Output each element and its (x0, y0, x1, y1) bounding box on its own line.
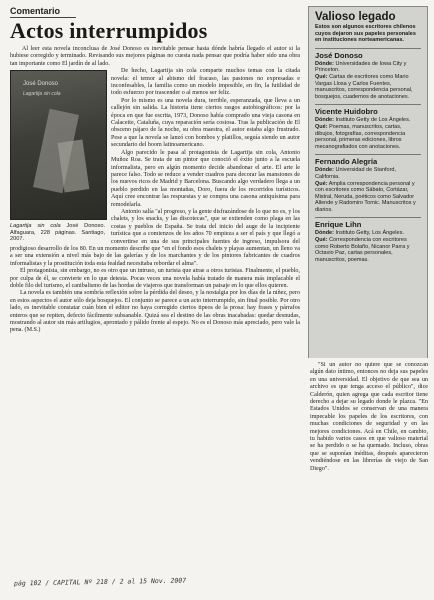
entry-what-value: Cartas de escritores como Mario Vargas Llosa y Carlos Fuentes, manuscritos, correspondencia personal, bosquejos, cuadernos de anotaciones. (315, 73, 413, 100)
entry-what (315, 237, 421, 263)
entry-where-value: Instituto Getty de Los Ángeles. (335, 117, 411, 124)
label-what: Qué: (315, 180, 328, 187)
entry-name: Enrique Lihn (315, 217, 421, 229)
entry-what (315, 74, 421, 100)
article (10, 6, 300, 335)
newspaper-page (10, 6, 426, 596)
entry-where-value: Instituto Getty, Los Ángeles. (335, 230, 404, 237)
sidebar-entry (309, 48, 427, 105)
label-where: Dónde: (315, 60, 334, 67)
caption-title: Lagartija sin cola (10, 223, 61, 230)
figure-caption (10, 223, 105, 242)
entry-where (315, 61, 421, 74)
label-where: Dónde: (315, 117, 334, 124)
quote-column (308, 358, 428, 473)
sidebar-intro: Estos son algunos escritores chilenos cuyos dejaron sus papeles personales en instituciones norteamericanas. (315, 24, 416, 44)
entry-what (315, 181, 421, 214)
sidebar-title: Valioso legado (315, 11, 396, 23)
entry-what-value: Correspondencia con escritores como Roberto Bolaño, Nicanor Parra y Octavio Paz, cartas personales, manuscritos, poemas. (315, 237, 410, 263)
entry-name: Vicente Huidobro (315, 104, 421, 116)
label-what: Qué: (315, 123, 328, 130)
sidebar-entry (309, 217, 427, 267)
sidebar-entry (309, 154, 427, 217)
article-paragraph: De hecho, Lagartija sin cola comparte muchos temas con la citada novela: el temor al abismo del fracaso, las pasiones no expresadas e inconfesables, la familia como un modelo imposible, en fin, la futilidad de todo esfuerzo por trascender o al menos ser feliz. (111, 68, 300, 97)
section-label: Comentario (10, 6, 76, 18)
sidebar-entry (309, 104, 427, 154)
entry-what-value: Amplia correspondencia personal y con escritores como Sábato, Cortázar, Mistral, Neruda, poéticos como Salvador Allende y Radomiro Tomic. Manuscritos y diarios. (315, 180, 416, 213)
entry-what (315, 124, 421, 150)
article-paragraph: Algo parecido le pasa al protagonista de Lagartija sin cola, Antonio Muñoz Roa. Se trata de un pintor que conoció el éxito junto a la escuela informalista, pero en algún momento decide abandonar el arte. El arte le parece falso. Todo se reduce a vender cuadros para decorar las mansiones de los nuevos ricos de Madrid y Barcelona. Buscando algo verdadero llega a un pueblo perdido en las montañas, Doro, fuera de los recorridos turísticos. Aquí cree encontrar las respuestas y se compra una casona antiquísima para remodelarla. (111, 149, 300, 208)
article-paragraph: Por lo mismo es una novela dura, terrible, esperanzada, que lleva a un callejón sin salida. La historia tiene ciertos rasgos autobiográficos: por la época en que fue escrita, 1973, Donoso había comprado una vieja casona en Calaceite, Cataluña, cuya reparación sería costosa. Tras la publicación de El obsceno pájaro de la noche, su obra maestra, el autor estaba algo frustrado. Pese a que la novela se lanzó con bombos y platillos, seguía siendo un autor secundario del boom latinoamericano. (111, 97, 300, 149)
article-body (10, 46, 300, 335)
entry-name: José Donoso (315, 48, 421, 60)
entry-what-value: Poemas, manuscritos, cartas, dibujos, fotografías, correspondencia personal, primeras ediciones, libros mecanografiados con anotaciones. (315, 123, 406, 150)
label-where: Dónde: (315, 230, 334, 237)
article-paragraph: Antonio salía "al progreso, y la gente disfrazándose de lo que no es, y los chalets, y los snacks, y las discotecas", que se extienden como plaga en las costas y pueblos de España. Se trata del inicio del auge de la incipiente turística que a comienzos de los años 70 empieza a ser el país y que llegó a convertirse en una de sus principales fuentes de ingreso, impulsora del prodigioso desarrollo de los 80. En un momento describe que "en el fondo esos chalets y playas aumentan, un lleno va a ser una extensión a nivel más bajo de las galerías y de los marchantes y de los pintores fabricantes de cuadros informalistas y la prostitución toda esta fealdad necesitaba rebordar el alma". (10, 208, 300, 267)
book-cover-image (10, 70, 107, 220)
entry-where-value: Universidad de Stanford, California. (315, 167, 397, 180)
entry-name: Fernando Alegría (315, 154, 421, 166)
caption-details: José Donoso. Alfaguara, 228 páginas. Santiago, 2007. (10, 223, 105, 243)
entry-where (315, 167, 421, 180)
quote-paragraph: "Si un autor no quiere que se conozcan algún dato íntimo, entonces no deja sus papeles en una universidad. El objetivo de que sea un archivo es que tenga acceso el público", dice Calderón, quien agrega que cada escritor tiene derecho a dejar su legado donde le plazca. "En Estados Unidos se conservan de una manera impecable los papeles de los escritores, con muchas condiciones de seguridad y en las mejores condiciones. Acá en Chile, en cambio, tu habido varios casos en que valioso material se ha perdido o se ha quemado. Incluso, obras que se suponían inéditas, después aparecieron vendiéndose en las librerías de viejo de San Diego". (310, 362, 428, 472)
label-what: Qué: (315, 73, 328, 80)
entry-where (315, 230, 421, 237)
entry-where-value: Universidades de Iowa City y Princeton. (315, 60, 407, 74)
entry-where (315, 117, 421, 124)
book-figure (10, 70, 105, 242)
cover-title: Lagartija sin cola (23, 91, 61, 98)
label-what: Qué: (315, 237, 328, 244)
article-paragraph: El protagonista, sin embargo, no es otro que un intruso, un turista que atrae a otros turistas. Finalmente, el pueblo, por culpa de él, se convierte en lo que detesta. Pocas veces una novela había tratado de manera más implacable el doble filo del turismo, el canibalismo de las hordas de viajeros que transforman un paisaje en lo que ellos quieren. (10, 268, 300, 289)
article-paragraph: La novela es también una sombría reflexión sobre la pérdida del deseo, y la nostalgia por los días de la niñez, pero en estos aspectos el autor sólo deja bosquejos. El conjunto se parece a un acto interrumpido, sin final posible. Por otro lado, es inevitable constatar cuán bien el editor no haya corregido ciertos tipeos de la prosa: hay frases y párrafos enteros que se repiten, defecto fácilmente subsanable. Quizá sea el destino de las obras inacabadas: quedar desnudas, mostrando al autor sin más artilugios, aprontado y pálido frente al espejo. No es el Donoso más apreciado, pero vale la pena. (M.S.) (10, 290, 300, 334)
headline: Actos interrumpidos (10, 18, 208, 43)
handwritten-note: pág 102 / CAPITAL Nº 218 / 2 al 15 Nov. 2007 (13, 576, 187, 588)
article-paragraph: Al leer esta novela inconclusa de José Donoso es inevitable pensar hasta dónde habría llegado el autor si la hubiese corregido y terminado. Revisando sus mejores páginas no cuesta nada pensar que podría haber sido una obra tan importante como El jardín de al lado. (10, 46, 300, 67)
label-where: Dónde: (315, 167, 334, 174)
cover-author: José Donoso (23, 81, 59, 88)
